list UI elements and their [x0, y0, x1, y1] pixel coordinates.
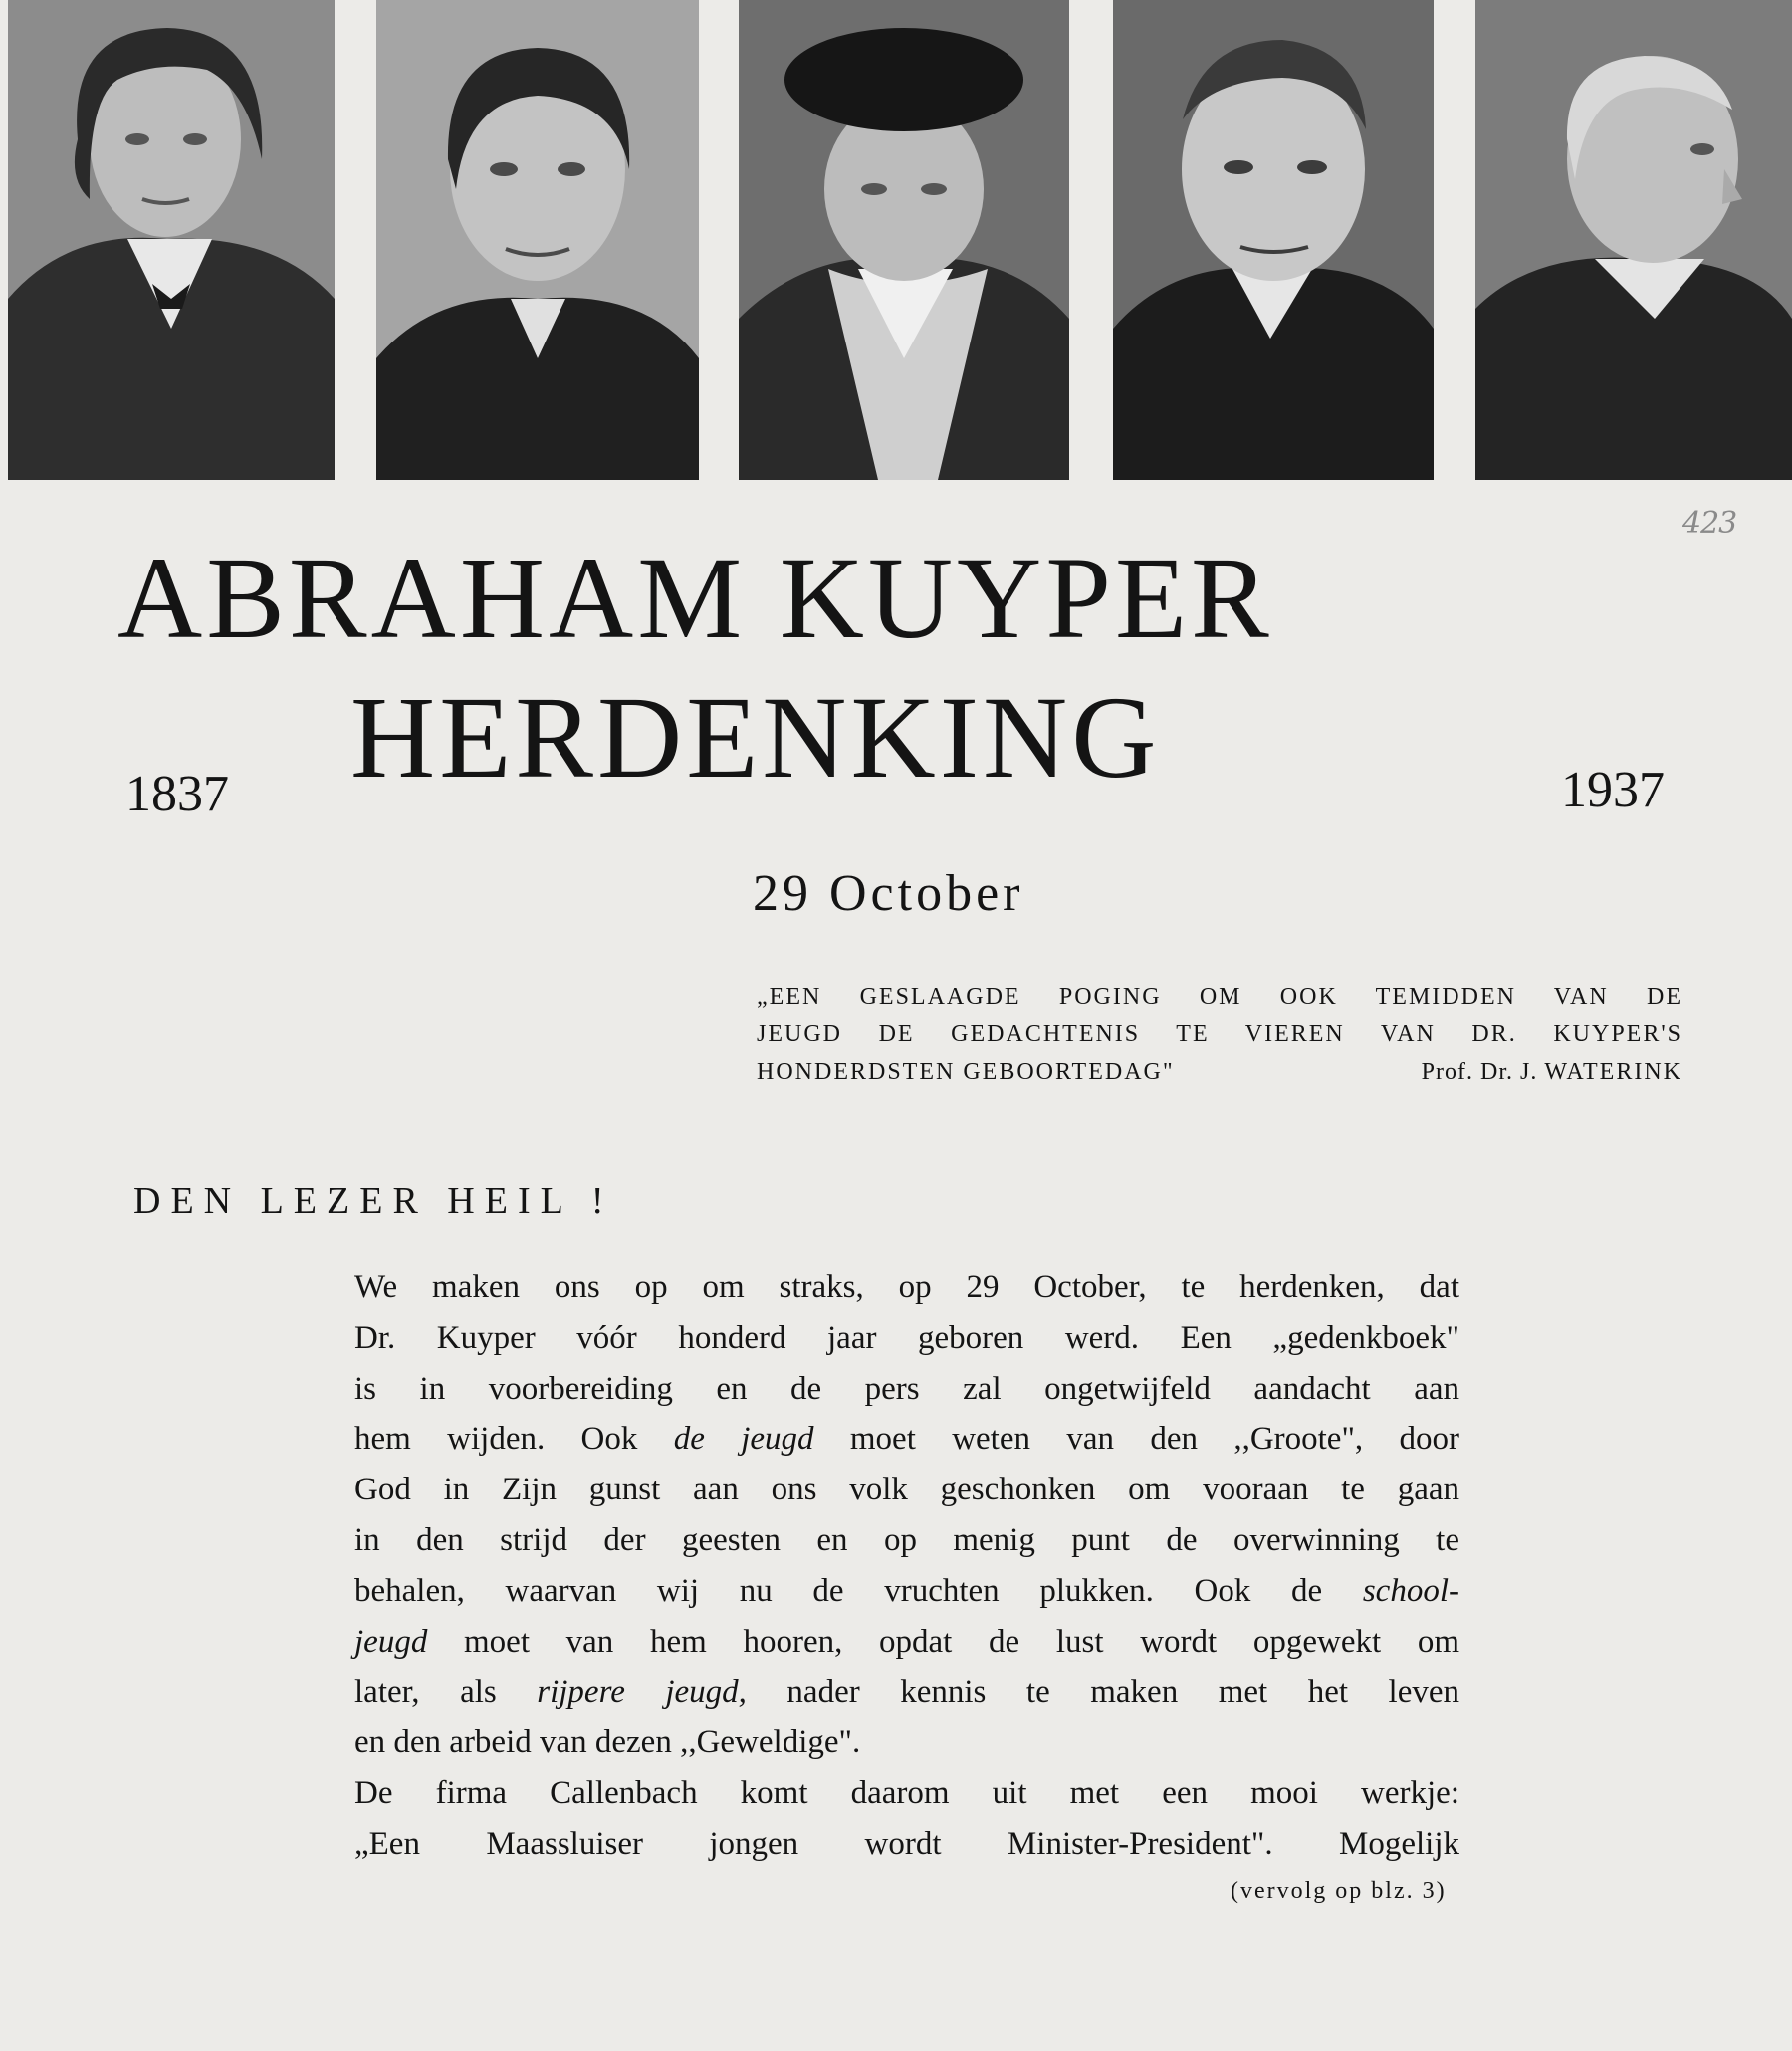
- portrait-photo-4: [1113, 0, 1434, 480]
- body-line-11: De firma Callenbach komt daarom uit met een mooi werkje:: [354, 1774, 1459, 1811]
- body-line-6: in den strijd der geesten en op menig punt de overwinning te: [354, 1521, 1459, 1558]
- body-line-4-c: moet weten van den ,,Groote", door: [813, 1421, 1459, 1458]
- body-line-4: [354, 1414, 1459, 1465]
- year-end: 1937: [1561, 762, 1665, 818]
- body-line-9-italic: rijpere jeugd,: [537, 1674, 747, 1710]
- portrait-photo-5: [1475, 0, 1792, 480]
- body-line-4-a: hem wijden. Ook: [354, 1421, 674, 1458]
- year-start: 1837: [125, 766, 229, 822]
- body-line-7-a: behalen, waarvan wij nu de vruchten plukken. Ook de: [354, 1572, 1363, 1609]
- section-heading: DEN LEZER HEIL !: [133, 1180, 614, 1222]
- body-line-10: en den arbeid van dezen ,,Geweldige".: [354, 1724, 861, 1761]
- attribution-prefix: Prof. Dr. J.: [1421, 1059, 1538, 1085]
- body-line-2: Dr. Kuyper vóór honderd jaar geboren werd. Een „gedenkboek": [354, 1319, 1459, 1356]
- quote-attribution: [1422, 1053, 1682, 1091]
- portrait-photo-1: [8, 0, 335, 480]
- quote-line-2: JEUGD DE GEDACHTENIS TE VIEREN VAN DR. KUYPER'S: [757, 1022, 1682, 1047]
- body-line-9-a: later, als: [354, 1674, 538, 1710]
- attribution-name: WATERINK: [1544, 1059, 1682, 1085]
- title-line-1: ABRAHAM KUYPER: [117, 533, 1273, 663]
- quote-line-1: „EEN GESLAAGDE POGING OM OOK TEMIDDEN VAN DE: [757, 984, 1682, 1010]
- commemoration-date: 29 October: [753, 865, 1024, 922]
- body-line-4-italic: de jeugd: [673, 1421, 814, 1458]
- portrait-strip: [0, 0, 1792, 480]
- body-line-8-italic: jeugd: [354, 1623, 428, 1660]
- body-line-3: is in voorbereiding en de pers zal ongetwijfeld aandacht aan: [354, 1370, 1459, 1407]
- body-line-8: [354, 1617, 1459, 1668]
- body-line-8-b: moet van hem hooren, opdat de lust wordt opgewekt om: [427, 1623, 1459, 1660]
- body-line-1: We maken ons op om straks, op 29 October, te herdenken, dat: [354, 1269, 1459, 1305]
- portrait-photo-3: [739, 0, 1069, 480]
- body-line-9: [354, 1667, 1459, 1717]
- body-line-7-italic: school-: [1362, 1572, 1459, 1609]
- body-line-5: God in Zijn gunst aan ons volk geschonken om vooraan te gaan: [354, 1472, 1459, 1508]
- body-line-12: „Een Maassluiser jongen wordt Minister-President". Mogelijk: [354, 1825, 1459, 1862]
- portrait-photo-2: [376, 0, 699, 480]
- body-paragraph: [354, 1262, 1459, 1870]
- quote-line-3-text: HONDERDSTEN GEBOORTEDAG": [757, 1059, 1175, 1085]
- quote-line-3: [757, 1053, 1682, 1091]
- pencil-page-number: 423: [1682, 506, 1737, 541]
- quote-block: [757, 978, 1682, 1091]
- continued-note: (vervolg op blz. 3): [1231, 1878, 1447, 1904]
- body-line-7: [354, 1566, 1459, 1617]
- body-line-9-c: nader kennis te maken met het leven: [746, 1674, 1460, 1710]
- title-line-2: HERDENKING: [350, 672, 1161, 802]
